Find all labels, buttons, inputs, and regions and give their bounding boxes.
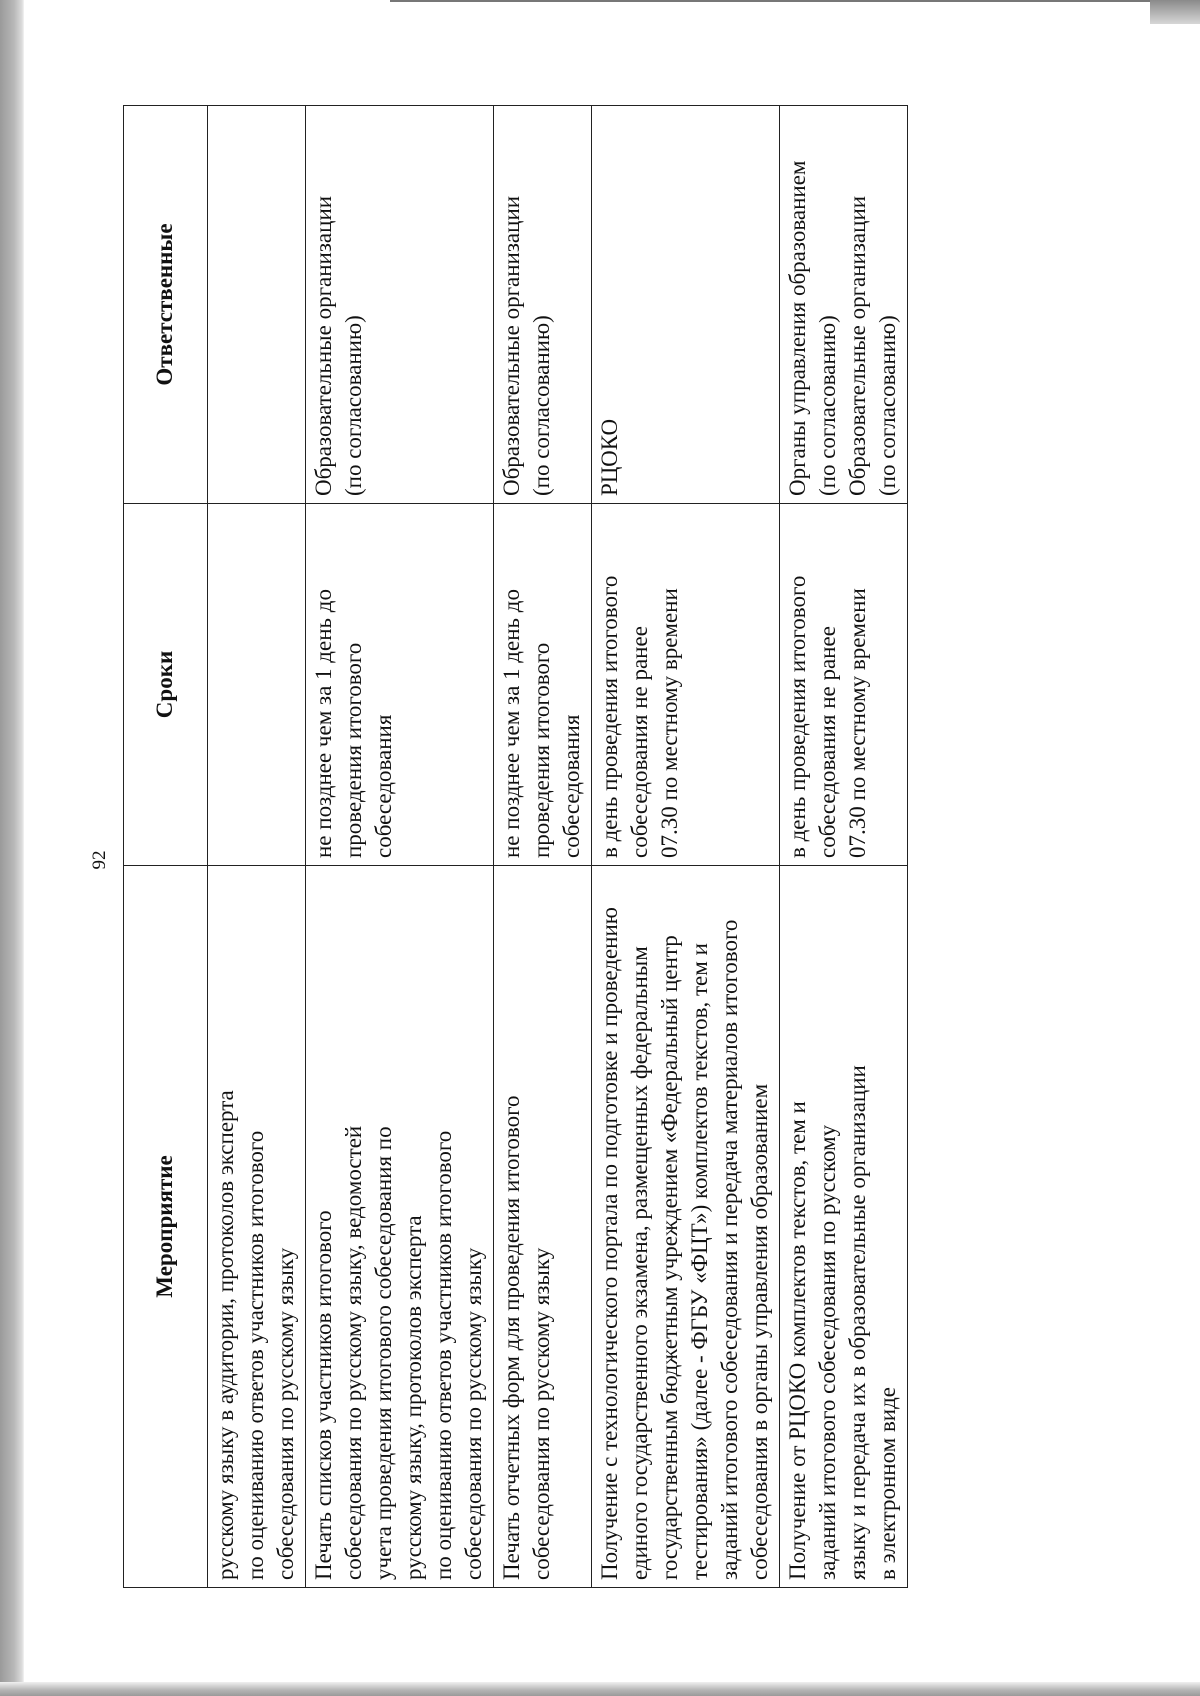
cell-responsible bbox=[208, 106, 306, 504]
events-table bbox=[123, 105, 908, 1588]
table-row bbox=[208, 106, 306, 1588]
header-responsible: Ответственные bbox=[124, 106, 208, 504]
scan-edge-bottom bbox=[0, 1682, 1200, 1696]
cell-responsible: РЦОКО bbox=[592, 106, 780, 504]
cell-term bbox=[208, 504, 306, 866]
cell-term: в день проведения итогового собеседования не ранее 07.30 по местному времени bbox=[780, 504, 908, 866]
header-term: Сроки bbox=[124, 504, 208, 866]
scan-corner bbox=[1150, 0, 1200, 24]
table-row bbox=[780, 106, 908, 1588]
cell-event: Печать списков участников итогового собеседования по русскому языку, ведомостей учета проведения итогового собеседования по русскому языку, протоколов эксперта по оцениванию ответов участников итогового собеседования по русскому языку bbox=[306, 866, 494, 1588]
cell-term: в день проведения итогового собеседования не ранее 07.30 по местному времени bbox=[592, 504, 780, 866]
header-event: Мероприятие bbox=[124, 866, 208, 1588]
rotated-page bbox=[85, 100, 1005, 1620]
table-row bbox=[592, 106, 780, 1588]
cell-responsible: Образовательные организации (по согласованию) bbox=[306, 106, 494, 504]
cell-event: Получение от РЦОКО комплектов текстов, тем и заданий итогового собеседования по русскому языку и передача их в образовательные организации в электронном виде bbox=[780, 866, 908, 1588]
cell-event: русскому языку в аудитории, протоколов эксперта по оцениванию ответов участников итогового собеседования по русскому языку bbox=[208, 866, 306, 1588]
scan-edge-left bbox=[0, 0, 24, 1696]
table-row bbox=[306, 106, 494, 1588]
cell-responsible: Органы управления образованием (по согласованию) Образовательные организации (по согласованию) bbox=[780, 106, 908, 504]
cell-term: не позднее чем за 1 день до проведения итогового собеседования bbox=[306, 504, 494, 866]
scan-edge-top bbox=[390, 0, 1200, 2]
cell-event: Получение с технологического портала по подготовке и проведению единого государственного экзамена, размещенных федеральным государственным бюджетным учреждением «Федеральный центр тестирования» (далее - ФГБУ «ФЦТ») комплектов текстов, тем и заданий итогового собеседования и передача материалов итогового собеседования в органы управления образованием bbox=[592, 866, 780, 1588]
table-header-row bbox=[124, 106, 208, 1588]
page-number: 92 bbox=[89, 850, 110, 870]
cell-term: не позднее чем за 1 день до проведения итогового собеседования bbox=[494, 504, 592, 866]
cell-responsible: Образовательные организации (по согласованию) bbox=[494, 106, 592, 504]
cell-event: Печать отчетных форм для проведения итогового собеседования по русскому языку bbox=[494, 866, 592, 1588]
table-row bbox=[494, 106, 592, 1588]
